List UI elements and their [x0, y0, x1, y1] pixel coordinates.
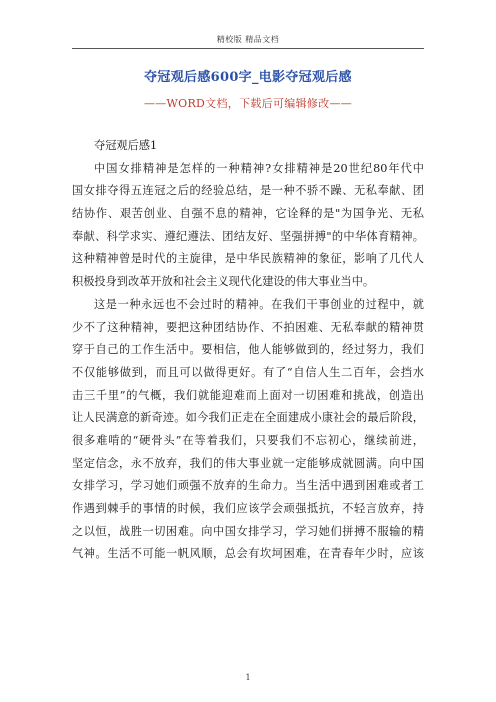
header-divider [72, 48, 424, 49]
text-line: 奉献、科学求实、遵纪遵法、团结友好、坚强拼搏"的中华体育精神。 [72, 229, 424, 243]
document-body [72, 135, 424, 566]
document-subtitle: ——WORD文档，下载后可编辑修改—— [143, 97, 353, 110]
text-line: 结协作、艰苦创业、自强不息的精神，它诠释的是"为国争光、无私 [72, 207, 424, 221]
text-line: 作遇到棘手的事情的时候，我们应该学会顽强抵抗，不轻言放弃，持 [72, 502, 424, 515]
document-title: 夺冠观后感600字_电影夺冠观后感 [144, 70, 352, 85]
body-lines [72, 158, 424, 566]
text-line: 让人民满意的新奇迹。如今我们正走在全面建成小康社会的最后阶段， [72, 411, 424, 425]
text-line: 穿于自己的工作生活中。要相信，他人能够做到的，经过努力，我们 [72, 343, 424, 357]
page-number: 1 [245, 673, 251, 682]
text-line: 积极投身到改革开放和社会主义现代化建设的伟大事业当中。 [72, 275, 375, 289]
text-line: 这是一种永远也不会过时的精神。在我们干事创业的过程中，就 [94, 297, 424, 311]
text-line: 这种精神曾是时代的主旋律，是中华民族精神的象征，影响了几代人 [72, 252, 424, 266]
text-line: 很多难啃的“硬骨头”在等着我们，只要我们不忘初心，继续前进， [72, 433, 424, 447]
text-line: 中国女排精神是怎样的一种精神?女排精神是20世纪80年代中 [94, 161, 424, 175]
text-line: 不仅能够做到，而且可以做得更好。有了“自信人生二百年，会挡水 [72, 365, 424, 379]
text-line: 之以恒，战胜一切困难。向中国女排学习，学习她们拼搏不服输的精 [72, 524, 424, 538]
text-line: 坚定信念，永不放弃，我们的伟大事业就一定能够成就圆满。向中国 [72, 456, 424, 470]
text-line: 少不了这种精神，要把这种团结协作、不拍困难、无私奉献的精神贯 [72, 320, 424, 334]
section-heading: 夺冠观后感1 [94, 139, 158, 152]
text-line: 国女排夺得五连冠之后的经验总结，是一种不骄不躁、无私奉献、团 [72, 184, 424, 198]
text-line: 女排学习，学习她们顽强不放弃的生命力。当生活中遇到困难或者工 [72, 479, 424, 493]
page-header: 精校版 精品文档 [216, 35, 280, 44]
text-line: 气神。生活不可能一帆风顺，总会有坎坷困难，在青春年少时，应该 [72, 547, 424, 561]
text-line: 击三千里”的气概，我们就能迎难而上面对一切困难和挑战，创造出 [72, 388, 424, 402]
